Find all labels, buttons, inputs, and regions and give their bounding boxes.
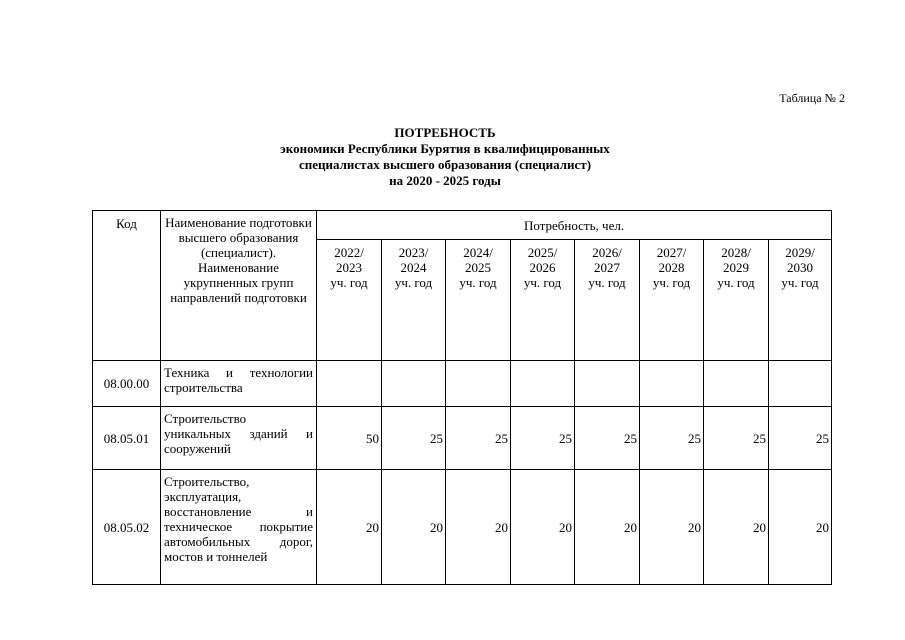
row-value: 20 bbox=[769, 470, 832, 585]
header-year-mid: 2025 bbox=[465, 260, 491, 275]
row-value bbox=[575, 361, 640, 407]
header-year-mid: 2026 bbox=[529, 260, 556, 275]
row-value: 20 bbox=[511, 470, 575, 585]
table-row bbox=[93, 407, 832, 470]
header-year-bot: уч. год bbox=[394, 275, 433, 290]
row-value bbox=[317, 361, 382, 407]
row-value: 25 bbox=[640, 407, 704, 470]
table-row bbox=[93, 361, 832, 407]
header-year-bot: уч. год bbox=[652, 275, 691, 290]
header-name: Наименование подготовки высшего образования (специалист). Наименование укрупненных групп направлений подготовки bbox=[161, 211, 317, 361]
header-year-top: 2029/ bbox=[785, 245, 815, 260]
header-year-4 bbox=[575, 240, 640, 361]
title-line-2: экономики Республики Бурятия в квалифицированных bbox=[280, 141, 610, 156]
header-need: Потребность, чел. bbox=[317, 211, 832, 240]
header-row-1 bbox=[93, 211, 832, 240]
header-year-top: 2026/ bbox=[592, 245, 622, 260]
header-year-mid: 2029 bbox=[723, 260, 749, 275]
demand-table bbox=[92, 210, 832, 585]
row-value bbox=[769, 361, 832, 407]
header-year-7 bbox=[769, 240, 832, 361]
row-value bbox=[640, 361, 704, 407]
header-year-bot: уч. год bbox=[459, 275, 497, 290]
header-year-bot: уч. год bbox=[781, 275, 819, 290]
table-number-label: Таблица № 2 bbox=[779, 91, 845, 105]
row-name: Строительство уникальных зданий и сооружений bbox=[161, 407, 317, 470]
table-row bbox=[93, 470, 832, 585]
header-year-bot: уч. год bbox=[588, 275, 626, 290]
row-code: 08.00.00 bbox=[93, 361, 161, 407]
header-year-6 bbox=[704, 240, 769, 361]
row-name: Строительство, эксплуатация, восстановление и техническое покрытие автомобильных дорог, мостов и тоннелей bbox=[161, 470, 317, 585]
row-value bbox=[382, 361, 446, 407]
header-year-5 bbox=[640, 240, 704, 361]
title-line-1: ПОТРЕБНОСТЬ bbox=[394, 125, 496, 140]
title-line-4: на 2020 - 2025 годы bbox=[389, 173, 501, 188]
header-year-bot: уч. год bbox=[717, 275, 755, 290]
row-value: 25 bbox=[382, 407, 446, 470]
header-year-bot: уч. год bbox=[523, 275, 562, 290]
row-value: 20 bbox=[640, 470, 704, 585]
document-title bbox=[200, 125, 690, 189]
header-year-2 bbox=[446, 240, 511, 361]
header-year-bot: уч. год bbox=[330, 275, 368, 290]
row-value: 25 bbox=[511, 407, 575, 470]
row-code: 08.05.02 bbox=[93, 470, 161, 585]
row-value: 20 bbox=[382, 470, 446, 585]
title-line-3: специалистах высшего образования (специалист) bbox=[298, 157, 592, 172]
row-value bbox=[511, 361, 575, 407]
row-value: 20 bbox=[575, 470, 640, 585]
header-year-top: 2027/ bbox=[656, 245, 687, 260]
row-value: 20 bbox=[317, 470, 382, 585]
row-value: 25 bbox=[769, 407, 832, 470]
header-year-mid: 2030 bbox=[787, 260, 814, 275]
header-year-top: 2025/ bbox=[527, 245, 558, 260]
row-value bbox=[446, 361, 511, 407]
header-year-top: 2028/ bbox=[721, 245, 751, 260]
header-year-mid: 2023 bbox=[336, 260, 362, 275]
header-year-top: 2023/ bbox=[398, 245, 429, 260]
header-year-1 bbox=[382, 240, 446, 361]
row-value: 20 bbox=[446, 470, 511, 585]
header-year-3 bbox=[511, 240, 575, 361]
row-name: Техника и технологии строительства bbox=[161, 361, 317, 407]
header-code: Код bbox=[93, 211, 161, 361]
header-year-mid: 2024 bbox=[400, 260, 427, 275]
header-year-mid: 2027 bbox=[594, 260, 620, 275]
row-value: 25 bbox=[575, 407, 640, 470]
header-year-top: 2022/ bbox=[334, 245, 364, 260]
row-value: 50 bbox=[317, 407, 382, 470]
row-value bbox=[704, 361, 769, 407]
row-code: 08.05.01 bbox=[93, 407, 161, 470]
row-value: 25 bbox=[704, 407, 769, 470]
header-year-mid: 2028 bbox=[658, 260, 685, 275]
row-value: 20 bbox=[704, 470, 769, 585]
header-year-0 bbox=[317, 240, 382, 361]
row-value: 25 bbox=[446, 407, 511, 470]
header-year-top: 2024/ bbox=[463, 245, 493, 260]
